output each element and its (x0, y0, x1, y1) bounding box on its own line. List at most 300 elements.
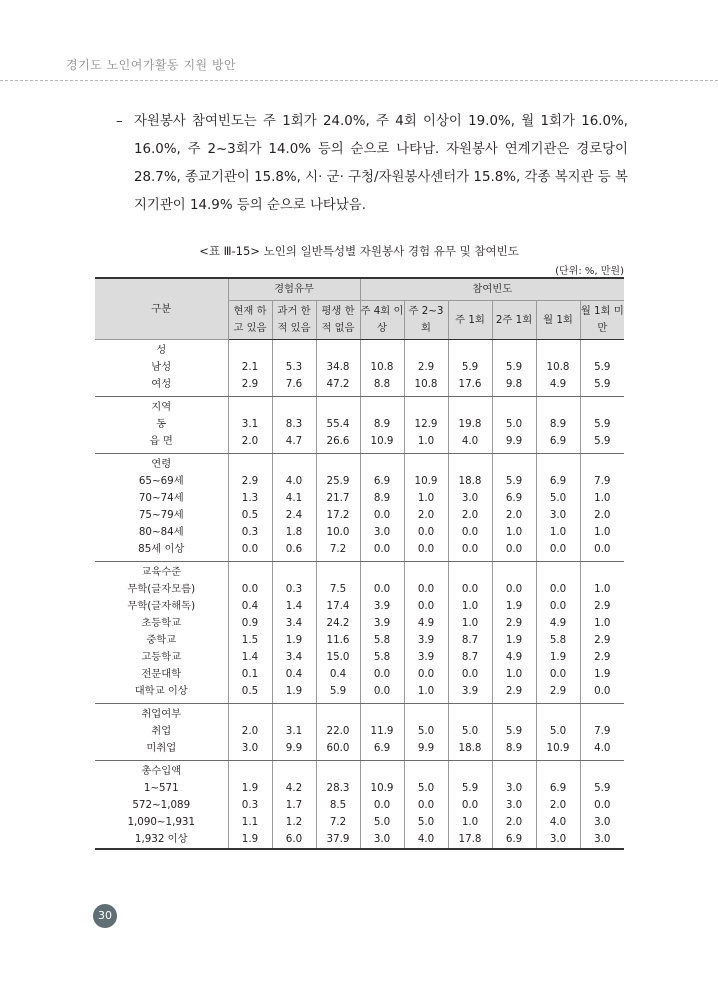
value-cell: 8.9 (360, 416, 404, 433)
value-cell: 19.8 (448, 416, 492, 433)
value-cell: 4.0 (404, 831, 448, 849)
header-divider (0, 80, 718, 81)
value-cell: 5.9 (580, 780, 624, 797)
value-cell: 2.0 (492, 814, 536, 831)
empty-cell (404, 454, 448, 474)
value-cell: 17.6 (448, 376, 492, 397)
table-row (95, 581, 624, 598)
empty-cell (316, 704, 360, 724)
value-cell: 9.9 (404, 740, 448, 761)
value-cell: 0.0 (404, 797, 448, 814)
value-cell: 0.0 (448, 797, 492, 814)
value-cell: 1.9 (272, 632, 316, 649)
col-header: 월 1회 (536, 301, 580, 340)
empty-cell (360, 454, 404, 474)
value-cell: 21.7 (316, 490, 360, 507)
empty-cell (536, 454, 580, 474)
row-label: 1,932 이상 (95, 831, 228, 849)
value-cell: 9.9 (492, 433, 536, 454)
empty-cell (536, 761, 580, 781)
empty-cell (536, 562, 580, 582)
empty-cell (404, 397, 448, 417)
table-row (95, 524, 624, 541)
value-cell: 1.0 (448, 615, 492, 632)
empty-cell (448, 397, 492, 417)
empty-cell (580, 562, 624, 582)
value-cell: 1.8 (272, 524, 316, 541)
value-cell: 4.2 (272, 780, 316, 797)
group-header-row (95, 397, 624, 417)
value-cell: 26.6 (316, 433, 360, 454)
empty-cell (580, 397, 624, 417)
page-number: 30 (93, 904, 117, 928)
empty-cell (404, 340, 448, 360)
value-cell: 5.0 (448, 723, 492, 740)
empty-cell (492, 761, 536, 781)
value-cell: 0.0 (360, 666, 404, 683)
value-cell: 3.9 (404, 649, 448, 666)
value-cell: 0.0 (228, 541, 272, 562)
empty-cell (404, 562, 448, 582)
value-cell: 12.9 (404, 416, 448, 433)
value-cell: 8.9 (492, 740, 536, 761)
row-label: 읍 면 (95, 433, 228, 454)
value-cell: 7.9 (580, 473, 624, 490)
group-header-row (95, 562, 624, 582)
value-cell: 2.9 (580, 632, 624, 649)
empty-cell (272, 761, 316, 781)
value-cell: 1.0 (580, 524, 624, 541)
empty-cell (580, 761, 624, 781)
table-row (95, 797, 624, 814)
empty-cell (316, 562, 360, 582)
empty-cell (272, 562, 316, 582)
value-cell: 7.5 (316, 581, 360, 598)
row-label: 572~1,089 (132, 799, 191, 811)
group-title: 교육수준 (141, 566, 182, 578)
value-cell: 0.0 (360, 797, 404, 814)
empty-cell (580, 340, 624, 360)
header-group-experience: 경험유무 (228, 278, 360, 301)
col-header: 월 1회 미만 (580, 301, 624, 340)
value-cell: 5.9 (492, 723, 536, 740)
table-row (95, 433, 624, 454)
value-cell: 3.9 (448, 683, 492, 704)
empty-cell (272, 454, 316, 474)
value-cell: 0.0 (536, 666, 580, 683)
value-cell: 1.3 (228, 490, 272, 507)
empty-cell (536, 397, 580, 417)
value-cell: 2.9 (580, 598, 624, 615)
value-cell: 3.0 (448, 490, 492, 507)
value-cell: 0.9 (228, 615, 272, 632)
value-cell: 5.0 (404, 814, 448, 831)
table-caption: <표 Ⅲ-15> 노인의 일반특성별 자원봉사 경험 유무 및 참여빈도 (199, 244, 519, 258)
body-paragraph (116, 108, 628, 220)
value-cell: 24.2 (316, 615, 360, 632)
table-body (95, 340, 624, 850)
list-dash: – (116, 114, 123, 129)
value-cell: 55.4 (316, 416, 360, 433)
row-label: 초등학교 (141, 617, 182, 629)
value-cell: 8.9 (360, 490, 404, 507)
value-cell: 0.0 (492, 581, 536, 598)
value-cell: 3.0 (228, 740, 272, 761)
group-title: 성 (156, 344, 167, 356)
value-cell: 5.0 (536, 723, 580, 740)
value-cell: 3.9 (360, 598, 404, 615)
value-cell: 2.9 (404, 359, 448, 376)
value-cell: 0.1 (228, 666, 272, 683)
empty-cell (404, 704, 448, 724)
value-cell: 28.3 (316, 780, 360, 797)
value-cell: 2.0 (228, 433, 272, 454)
value-cell: 5.0 (404, 780, 448, 797)
row-label: 1~571 (143, 782, 179, 794)
table-unit: (단위: %, 만원) (555, 266, 624, 277)
value-cell: 4.0 (272, 473, 316, 490)
value-cell: 0.4 (228, 598, 272, 615)
value-cell: 18.8 (448, 473, 492, 490)
value-cell: 0.0 (360, 541, 404, 562)
table-row (95, 831, 624, 849)
table-row (95, 683, 624, 704)
value-cell: 3.0 (492, 797, 536, 814)
row-label: 75~79세 (138, 509, 184, 521)
value-cell: 3.4 (272, 649, 316, 666)
value-cell: 3.0 (536, 831, 580, 849)
value-cell: 2.0 (492, 507, 536, 524)
value-cell: 0.0 (228, 581, 272, 598)
value-cell: 5.9 (580, 433, 624, 454)
value-cell: 6.9 (492, 831, 536, 849)
row-label: 여성 (95, 376, 228, 397)
empty-cell (272, 704, 316, 724)
value-cell: 0.0 (536, 581, 580, 598)
row-label: 중학교 (146, 634, 177, 646)
value-cell: 3.4 (272, 615, 316, 632)
value-cell: 5.0 (492, 416, 536, 433)
value-cell: 17.2 (316, 507, 360, 524)
table-row (95, 359, 624, 376)
value-cell: 2.0 (228, 723, 272, 740)
value-cell: 0.3 (228, 797, 272, 814)
value-cell: 1.4 (228, 649, 272, 666)
value-cell: 0.0 (360, 683, 404, 704)
value-cell: 0.0 (536, 598, 580, 615)
value-cell: 0.0 (360, 507, 404, 524)
value-cell: 10.0 (316, 524, 360, 541)
value-cell: 0.0 (360, 581, 404, 598)
table-row (95, 649, 624, 666)
value-cell: 3.0 (580, 831, 624, 849)
value-cell: 0.0 (580, 541, 624, 562)
table-row (95, 473, 624, 490)
value-cell: 6.0 (272, 831, 316, 849)
value-cell: 0.0 (492, 541, 536, 562)
table-row (95, 376, 624, 397)
value-cell: 9.9 (272, 740, 316, 761)
value-cell: 5.8 (536, 632, 580, 649)
table-row (95, 598, 624, 615)
value-cell: 11.6 (316, 632, 360, 649)
value-cell: 0.4 (272, 666, 316, 683)
data-table (95, 277, 624, 850)
value-cell: 17.8 (448, 831, 492, 849)
value-cell: 10.9 (536, 740, 580, 761)
value-cell: 0.0 (448, 666, 492, 683)
value-cell: 0.0 (404, 598, 448, 615)
empty-cell (360, 704, 404, 724)
empty-cell (580, 704, 624, 724)
value-cell: 10.9 (360, 780, 404, 797)
value-cell: 6.9 (492, 490, 536, 507)
value-cell: 1.9 (272, 683, 316, 704)
group-header-row (95, 704, 624, 724)
value-cell: 2.9 (580, 649, 624, 666)
row-label: 무학(글자모름) (127, 583, 196, 595)
empty-cell (272, 397, 316, 417)
empty-cell (448, 454, 492, 474)
value-cell: 37.9 (316, 831, 360, 849)
value-cell: 0.0 (404, 666, 448, 683)
value-cell: 5.8 (360, 632, 404, 649)
table-row (95, 723, 624, 740)
value-cell: 4.7 (272, 433, 316, 454)
value-cell: 2.1 (228, 359, 272, 376)
value-cell: 0.0 (536, 541, 580, 562)
row-label: 1,090~1,931 (127, 816, 196, 828)
empty-cell (448, 704, 492, 724)
value-cell: 10.8 (360, 359, 404, 376)
table-row (95, 666, 624, 683)
table-row (95, 740, 624, 761)
value-cell: 0.0 (404, 581, 448, 598)
col-header: 현재 하고 있음 (228, 301, 272, 340)
value-cell: 25.9 (316, 473, 360, 490)
row-label: 무학(글자해독) (127, 600, 196, 612)
table-row (95, 632, 624, 649)
empty-cell (228, 397, 272, 417)
value-cell: 7.9 (580, 723, 624, 740)
row-label: 고등학교 (141, 651, 182, 663)
col-header: 주 1회 (448, 301, 492, 340)
value-cell: 2.0 (536, 797, 580, 814)
empty-cell (360, 340, 404, 360)
value-cell: 11.9 (360, 723, 404, 740)
col-header: 평생 한적 없음 (316, 301, 360, 340)
row-label: 85세 이상 (95, 541, 228, 562)
value-cell: 4.0 (580, 740, 624, 761)
value-cell: 4.1 (272, 490, 316, 507)
paragraph-text: 자원봉사 참여빈도는 주 1회가 24.0%, 주 4회 이상이 19.0%, 월 1회가 16.0%, 16.0%, 주 2~3회가 14.0% 등의 순으로 나타남. 자원봉사 연계기관은 경로당이 28.7%, 종교기관이 15.8%, 시· 군· 구청/자원봉사센터가 15.8%, 각종 복지관 등 복지기관이 14.9% 등의 순으로 나타났음. (134, 114, 628, 213)
value-cell: 1.0 (580, 490, 624, 507)
value-cell: 10.9 (360, 433, 404, 454)
value-cell: 1.9 (492, 598, 536, 615)
value-cell: 6.9 (536, 473, 580, 490)
value-cell: 5.9 (316, 683, 360, 704)
empty-cell (448, 340, 492, 360)
value-cell: 3.0 (580, 814, 624, 831)
empty-cell (228, 761, 272, 781)
value-cell: 4.9 (536, 615, 580, 632)
value-cell: 47.2 (316, 376, 360, 397)
group-header-row (95, 340, 624, 360)
value-cell: 0.0 (448, 524, 492, 541)
value-cell: 4.9 (536, 376, 580, 397)
value-cell: 1.0 (580, 581, 624, 598)
value-cell: 1.9 (492, 632, 536, 649)
value-cell: 5.9 (492, 473, 536, 490)
row-label: 80~84세 (138, 526, 184, 538)
value-cell: 17.4 (316, 598, 360, 615)
value-cell: 1.7 (272, 797, 316, 814)
value-cell: 5.0 (404, 723, 448, 740)
group-title: 총수입액 (141, 765, 182, 777)
value-cell: 1.0 (492, 524, 536, 541)
row-label: 대학교 이상 (95, 683, 228, 704)
empty-cell (228, 454, 272, 474)
value-cell: 60.0 (316, 740, 360, 761)
table-row (95, 814, 624, 831)
value-cell: 5.0 (536, 490, 580, 507)
value-cell: 2.4 (272, 507, 316, 524)
table-row (95, 416, 624, 433)
empty-cell (580, 454, 624, 474)
value-cell: 1.9 (228, 780, 272, 797)
empty-cell (360, 761, 404, 781)
empty-cell (492, 340, 536, 360)
value-cell: 4.9 (404, 615, 448, 632)
value-cell: 6.9 (360, 740, 404, 761)
empty-cell (536, 340, 580, 360)
value-cell: 8.8 (360, 376, 404, 397)
empty-cell (316, 340, 360, 360)
table-row (95, 541, 624, 562)
table-row (95, 490, 624, 507)
value-cell: 1.0 (580, 615, 624, 632)
value-cell: 2.0 (580, 507, 624, 524)
running-header: 경기도 노인여가활동 지원 방안 (66, 58, 237, 72)
value-cell: 5.8 (360, 649, 404, 666)
empty-cell (228, 340, 272, 360)
value-cell: 1.0 (492, 666, 536, 683)
value-cell: 6.9 (536, 780, 580, 797)
value-cell: 0.5 (228, 683, 272, 704)
value-cell: 2.9 (492, 683, 536, 704)
value-cell: 1.9 (228, 831, 272, 849)
value-cell: 1.0 (448, 814, 492, 831)
value-cell: 0.4 (316, 666, 360, 683)
value-cell: 5.9 (448, 359, 492, 376)
value-cell: 5.9 (580, 376, 624, 397)
empty-cell (404, 761, 448, 781)
group-title: 취업여부 (141, 708, 182, 720)
group-header-row (95, 761, 624, 781)
header-category: 구분 (95, 278, 228, 340)
col-header: 2주 1회 (492, 301, 536, 340)
empty-cell (360, 562, 404, 582)
row-label: 65~69세 (138, 475, 184, 487)
value-cell: 1.0 (448, 598, 492, 615)
value-cell: 2.0 (448, 507, 492, 524)
group-title: 연령 (151, 458, 172, 470)
value-cell: 0.0 (580, 797, 624, 814)
empty-cell (448, 562, 492, 582)
value-cell: 3.0 (360, 524, 404, 541)
row-label: 미취업 (95, 740, 228, 761)
value-cell: 0.6 (272, 541, 316, 562)
value-cell: 0.0 (580, 683, 624, 704)
value-cell: 0.0 (448, 541, 492, 562)
value-cell: 7.6 (272, 376, 316, 397)
table-row (95, 615, 624, 632)
header-group-frequency: 참여빈도 (360, 278, 624, 301)
value-cell: 0.3 (228, 524, 272, 541)
value-cell: 1.0 (404, 683, 448, 704)
value-cell: 4.0 (536, 814, 580, 831)
value-cell: 10.9 (404, 473, 448, 490)
value-cell: 1.9 (536, 649, 580, 666)
value-cell: 1.0 (536, 524, 580, 541)
value-cell: 8.3 (272, 416, 316, 433)
row-label: 취업 (151, 725, 172, 737)
value-cell: 0.3 (272, 581, 316, 598)
value-cell: 34.8 (316, 359, 360, 376)
col-header: 주 4회 이상 (360, 301, 404, 340)
value-cell: 9.8 (492, 376, 536, 397)
group-title: 지역 (151, 401, 172, 413)
value-cell: 10.8 (404, 376, 448, 397)
value-cell: 1.2 (272, 814, 316, 831)
value-cell: 8.7 (448, 649, 492, 666)
col-header: 과거 한적 있음 (272, 301, 316, 340)
value-cell: 0.0 (404, 524, 448, 541)
value-cell: 5.9 (580, 416, 624, 433)
value-cell: 5.0 (360, 814, 404, 831)
empty-cell (228, 562, 272, 582)
value-cell: 7.2 (316, 814, 360, 831)
value-cell: 5.3 (272, 359, 316, 376)
value-cell: 7.2 (316, 541, 360, 562)
value-cell: 5.9 (580, 359, 624, 376)
value-cell: 1.4 (272, 598, 316, 615)
value-cell: 6.9 (536, 433, 580, 454)
value-cell: 4.9 (492, 649, 536, 666)
value-cell: 5.9 (492, 359, 536, 376)
value-cell: 0.5 (228, 507, 272, 524)
empty-cell (316, 761, 360, 781)
value-cell: 8.9 (536, 416, 580, 433)
value-cell: 2.9 (228, 473, 272, 490)
value-cell: 0.0 (404, 541, 448, 562)
empty-cell (492, 704, 536, 724)
value-cell: 3.0 (360, 831, 404, 849)
empty-cell (228, 704, 272, 724)
value-cell: 2.9 (536, 683, 580, 704)
empty-cell (360, 397, 404, 417)
value-cell: 2.9 (492, 615, 536, 632)
empty-cell (492, 454, 536, 474)
row-label: 70~74세 (138, 492, 184, 504)
row-label: 동 (156, 418, 167, 430)
value-cell: 1.1 (228, 814, 272, 831)
value-cell: 3.9 (360, 615, 404, 632)
empty-cell (316, 397, 360, 417)
value-cell: 3.0 (536, 507, 580, 524)
value-cell: 22.0 (316, 723, 360, 740)
value-cell: 3.1 (272, 723, 316, 740)
